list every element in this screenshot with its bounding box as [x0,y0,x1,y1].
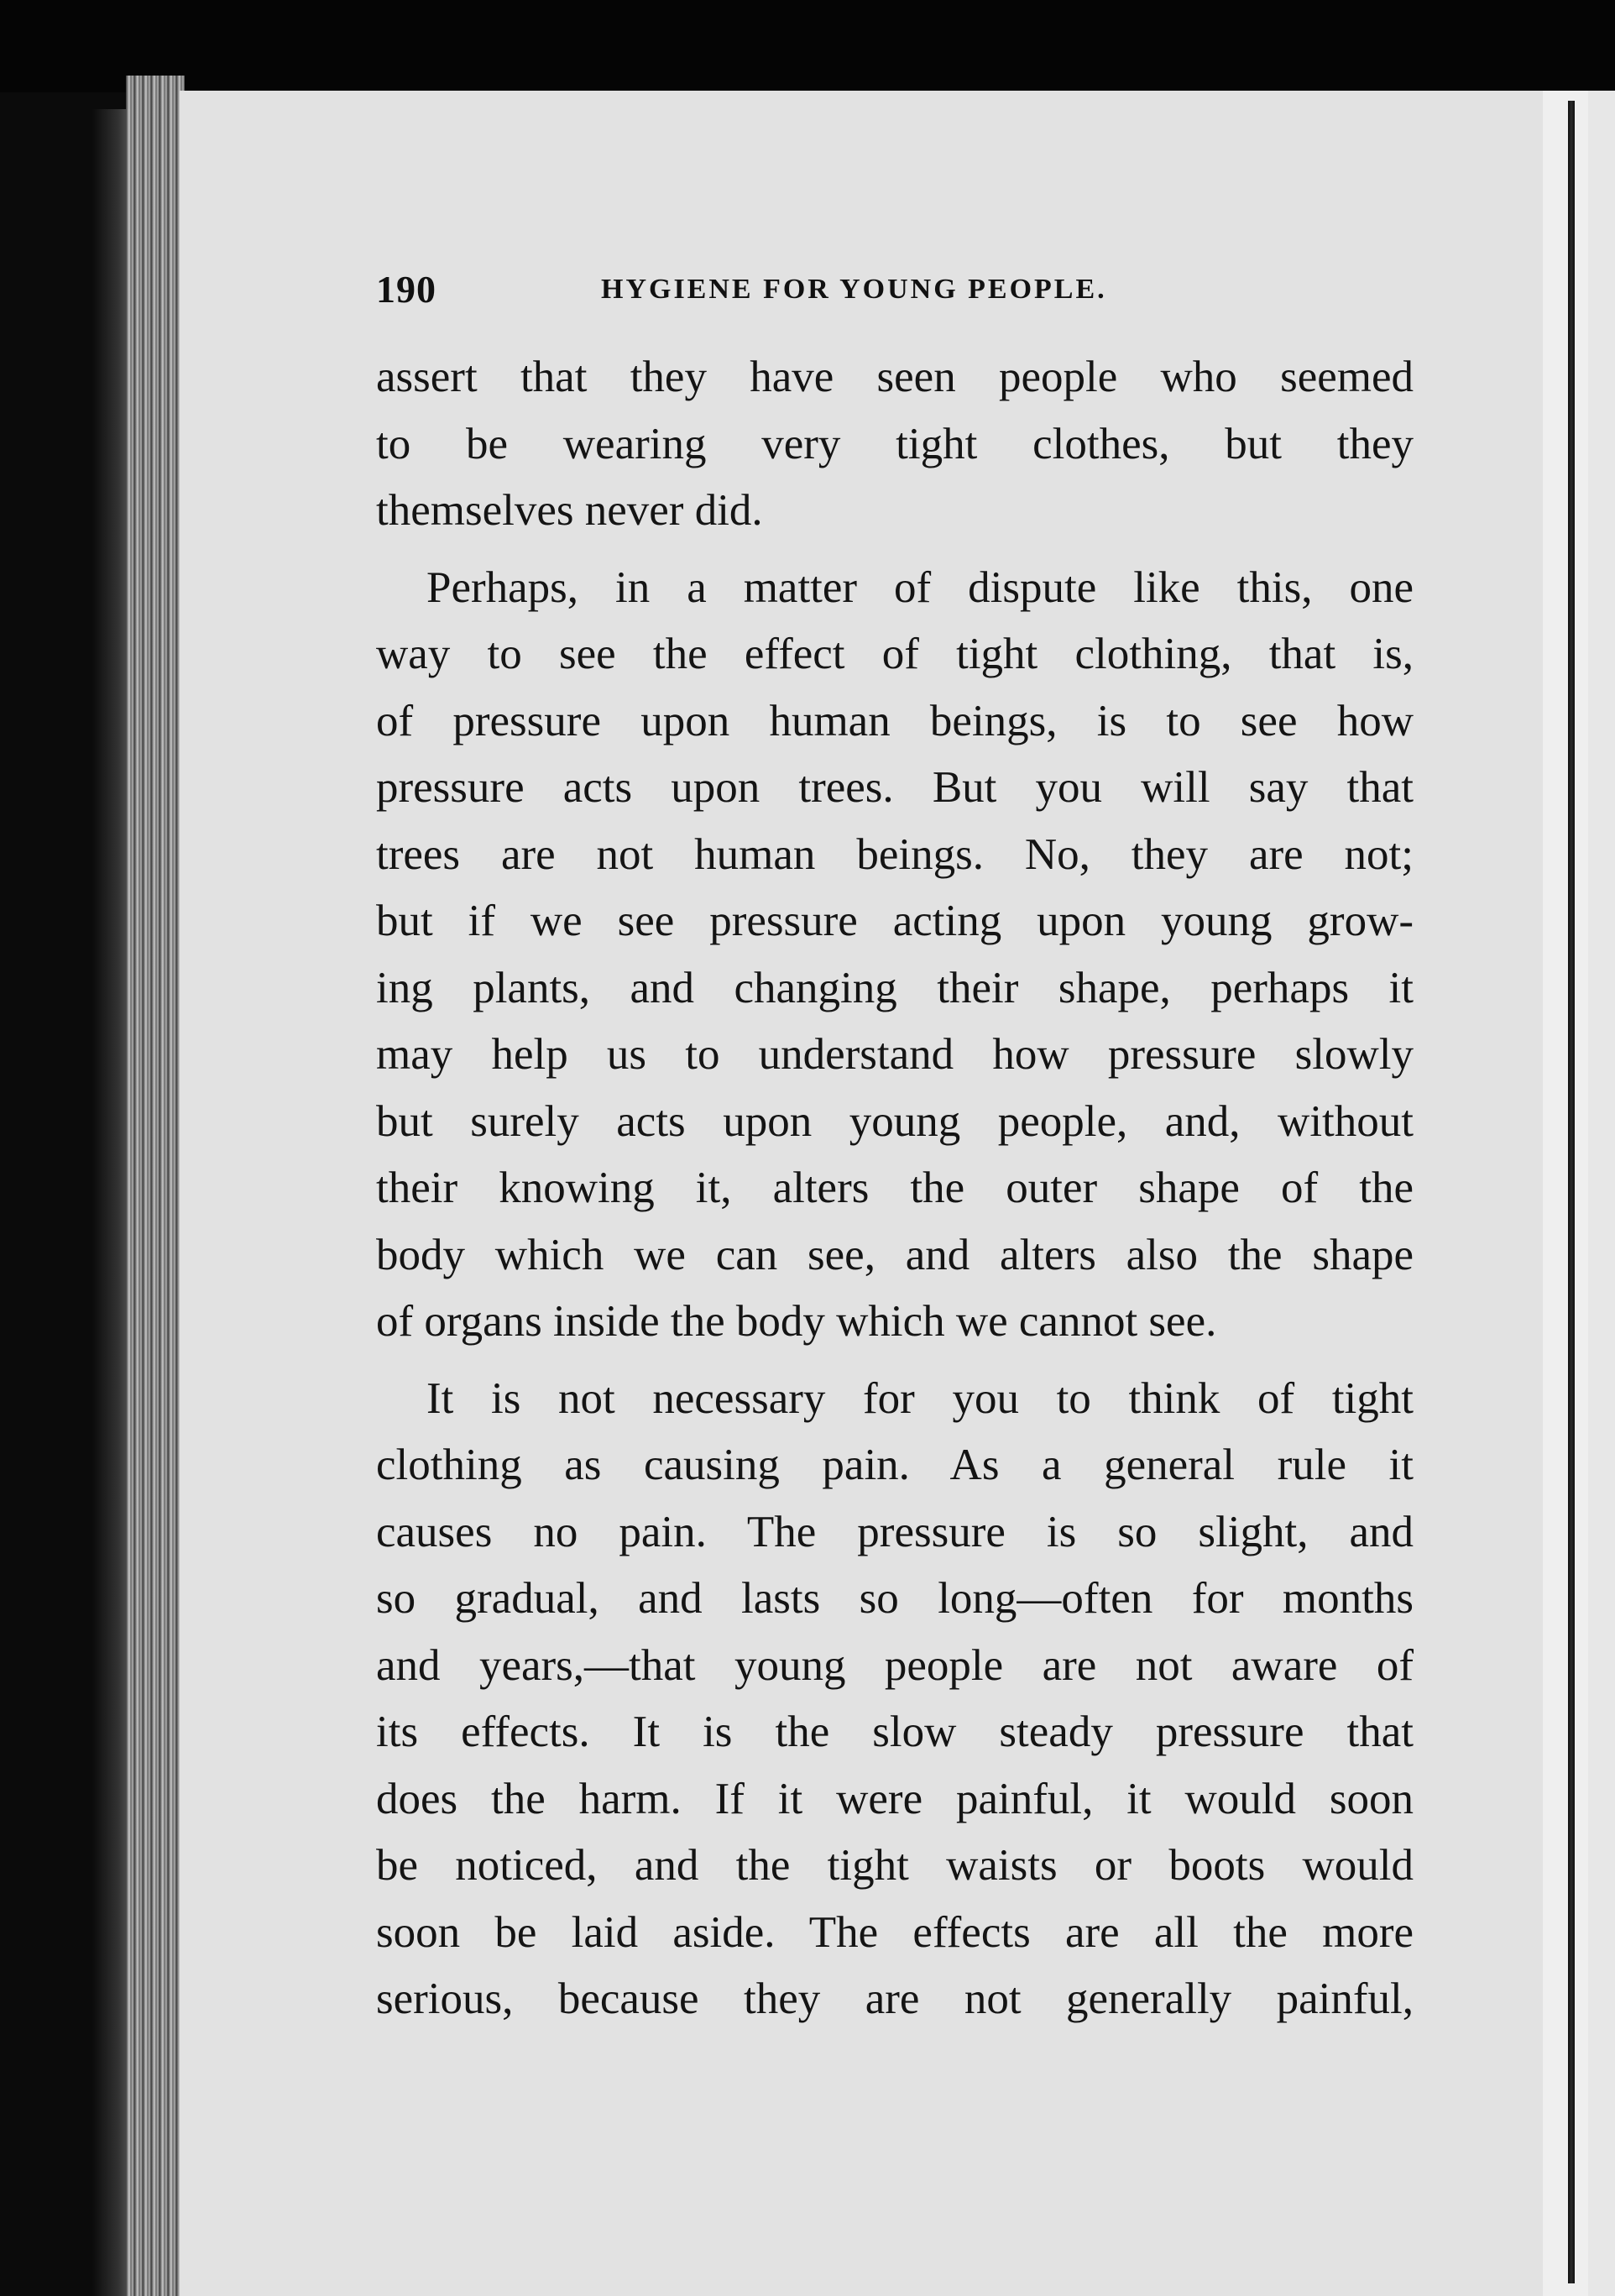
running-title: HYGIENE FOR YOUNG PEOPLE. [601,274,1107,305]
text-line: but surely acts upon young people, and, without [376,1096,1414,1146]
text-line: causes no pain. The pressure is so slight, and [376,1507,1414,1556]
text-line: body which we can see, and alters also the shape [376,1230,1414,1279]
text-line: themselves never did. [376,486,763,535]
text-line: trees are not human beings. No, they are not; [376,829,1414,879]
book-edge-shadow [92,109,130,2296]
paragraph [376,344,1414,545]
text-line: ing plants, and changing their shape, perhaps it [376,963,1414,1012]
text-line: and years,—that young people are not aware of [376,1640,1414,1690]
text-line: It is not necessary for you to think of tight [426,1373,1414,1423]
scan-background [0,0,1615,92]
text-line: so gradual, and lasts so long—often for months [376,1574,1414,1623]
text-line: may help us to understand how pressure slowly [376,1030,1414,1079]
text-line: soon be laid aside. The effects are all the more [376,1907,1414,1957]
text-line: be noticed, and the tight waists or boots would [376,1841,1414,1890]
text-line: their knowing it, alters the outer shape of the [376,1164,1414,1212]
text-line: of pressure upon human beings, is to see how [376,696,1414,745]
book-fore-edge [126,76,185,2296]
text-line: of organs inside the body which we cannot see. [376,1297,1217,1346]
page-number: 190 [376,268,436,311]
text-line: clothing as causing pain. As a general rule it [376,1441,1414,1489]
text-line: to be wearing very tight clothes, but they [376,419,1414,468]
text-line: does the harm. If it were painful, it would soon [376,1774,1414,1823]
binding-gutter-line [1568,101,1575,2283]
text-line: its effects. It is the slow steady pressure that [376,1708,1414,1756]
text-line: way to see the effect of tight clothing, that is, [376,630,1414,678]
text-line: pressure acts upon trees. But you will say that [376,763,1414,812]
running-header [376,267,1434,317]
text-line: serious, because they are not generally painful, [376,1974,1414,2023]
binding-edge [1588,91,1615,2296]
text-line: but if we see pressure acting upon young grow- [376,897,1414,945]
body-text [376,344,1414,2033]
paragraph [376,1366,1414,2033]
text-line: assert that they have seen people who seemed [376,353,1414,401]
text-line: Perhaps, in a matter of dispute like this, one [426,562,1414,612]
paragraph [376,555,1414,1356]
